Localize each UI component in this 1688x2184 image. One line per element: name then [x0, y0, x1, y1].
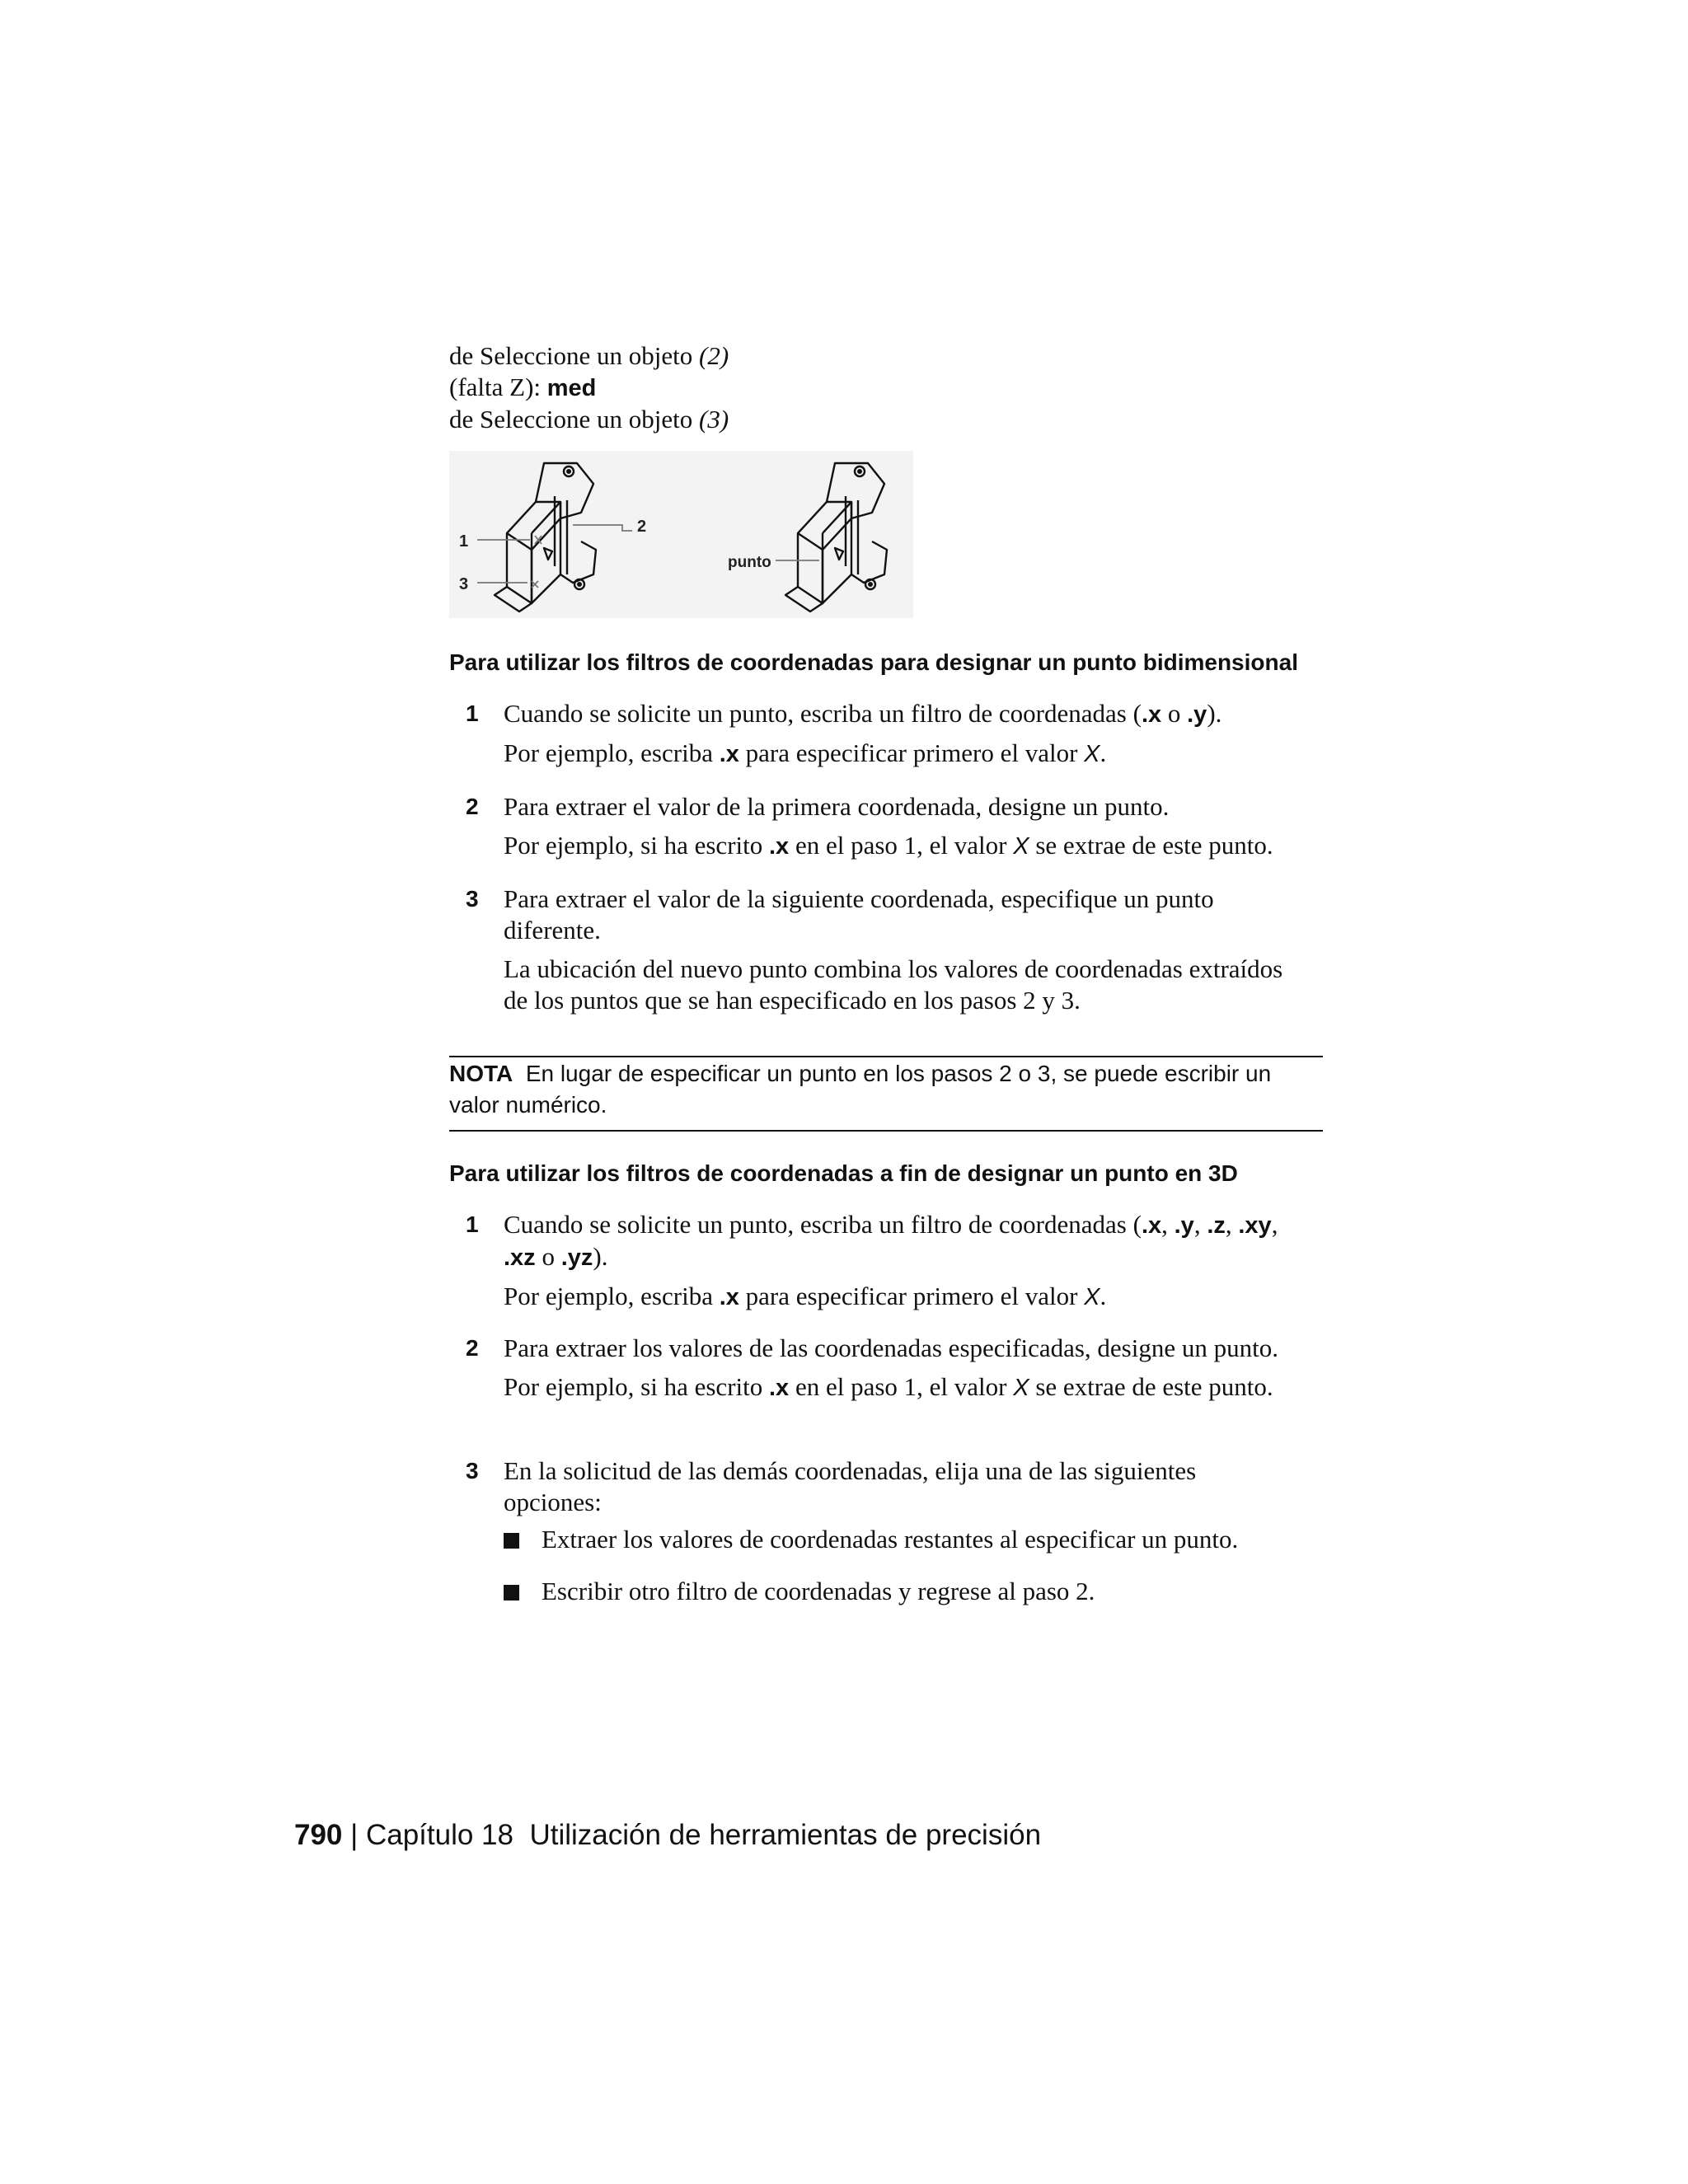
note-block — [449, 1058, 1323, 1121]
step-2d-1: 1 Cuando se solicite un punto, escriba un filtro de coordenadas (.x o .y). Por ejemplo, escriba .x para especificar primero el valor X. — [466, 698, 1323, 770]
option-bullet-2: Escribir otro filtro de coordenadas y regrese al paso 2. — [504, 1576, 1328, 1607]
page-number: 790 — [294, 1819, 343, 1851]
footer-title: Utilización de herramientas de precisión — [529, 1819, 1042, 1851]
option-bullet-1: Extraer los valores de coordenadas restantes al especificar un punto. — [504, 1524, 1328, 1555]
page-footer — [294, 1817, 1041, 1854]
step-2d-1-example: Por ejemplo, escriba .x para especificar primero el valor X. — [504, 738, 1107, 767]
prompt-line-2: (falta Z): med — [449, 373, 597, 401]
heading-2d: Para utilizar los filtros de coordenadas para designar un punto bidimensional — [449, 649, 1298, 675]
footer-chapter: Capítulo 18 — [365, 1819, 513, 1851]
callout-2: 2 — [637, 518, 647, 536]
footer-separator: | — [350, 1819, 359, 1851]
bullet-square-icon — [504, 1533, 519, 1549]
bullet-square-icon — [504, 1585, 519, 1601]
step-3d-2-example: Por ejemplo, si ha escrito .x en el paso 1, el valor X se extrae de este punto. — [504, 1372, 1273, 1401]
step-3d-3-text: En la solicitud de las demás coordenadas, elija una de las siguientes opciones: — [504, 1456, 1197, 1516]
heading-3d: Para utilizar los filtros de coordenadas a fin de designar un punto en 3D — [449, 1160, 1238, 1186]
step-2d-3-text: Para extraer el valor de la siguiente coordenada, especifique un punto diferente. — [504, 884, 1214, 944]
step-2d-2-example: Por ejemplo, si ha escrito .x en el paso 1, el valor X se extrae de este punto. — [504, 831, 1273, 860]
right-bracket-drawing — [785, 463, 887, 612]
bracket-illustration — [449, 451, 913, 618]
callout-3: 3 — [459, 575, 469, 593]
step-3d-2-text: Para extraer los valores de las coordenadas especificadas, designe un punto. — [504, 1333, 1278, 1362]
prompt-line-3: de Seleccione un objeto (3) — [449, 405, 729, 434]
command-prompt-block — [449, 340, 1323, 435]
step-2d-1-text: Cuando se solicite un punto, escriba un filtro de coordenadas (.x o .y). — [504, 699, 1222, 728]
step-2d-2: 2 Para extraer el valor de la primera coordenada, designe un punto. Por ejemplo, si ha escrito .x en el paso 1, el valor X se extrae de este punto. — [466, 791, 1323, 862]
step-2d-3: 3 Para extraer el valor de la siguiente coordenada, especifique un punto diferente. La ubicación del nuevo punto combina los valores de coordenadas extraídos de los puntos que se han especificado en los pasos 2 y 3. — [466, 883, 1323, 1016]
note-bottom-rule — [449, 1130, 1323, 1132]
step-3d-3: 3 En la solicitud de las demás coordenadas, elija una de las siguientes opciones: — [466, 1455, 1323, 1518]
step-3d-2: 2 Para extraer los valores de las coordenadas especificadas, designe un punto. Por ejemplo, si ha escrito .x en el paso 1, el valor X se extrae de este punto. — [466, 1333, 1323, 1404]
prompt-line-1: de Seleccione un objeto (2) — [449, 341, 729, 370]
step-3d-1: 1 Cuando se solicite un punto, escriba un filtro de coordenadas (.x, .y, .z, .xy, .xz o .yz). Por ejemplo, escriba .x para especificar primero el valor X. — [466, 1209, 1323, 1313]
step-2d-2-text: Para extraer el valor de la primera coordenada, designe un punto. — [504, 792, 1170, 821]
step-2d-3-detail: La ubicación del nuevo punto combina los valores de coordenadas extraídos de los puntos que se han especificado en los pasos 2 y 3. — [504, 954, 1283, 1015]
bracket-drawings — [449, 451, 913, 618]
callout-1: 1 — [459, 532, 469, 551]
note-label: NOTA — [449, 1061, 513, 1086]
note-text: En lugar de especificar un punto en los pasos 2 o 3, se puede escribir un valor numérico. — [449, 1061, 1272, 1118]
step-3d-1-example: Por ejemplo, escriba .x para especificar primero el valor X. — [504, 1282, 1107, 1310]
step-3d-1-text: Cuando se solicite un punto, escriba un filtro de coordenadas (.x, .y, .z, .xy, .xz o .yz). — [504, 1210, 1278, 1271]
left-bracket-drawing — [495, 463, 596, 612]
note-top-rule — [449, 1056, 1323, 1057]
callout-punto: punto — [728, 554, 771, 571]
